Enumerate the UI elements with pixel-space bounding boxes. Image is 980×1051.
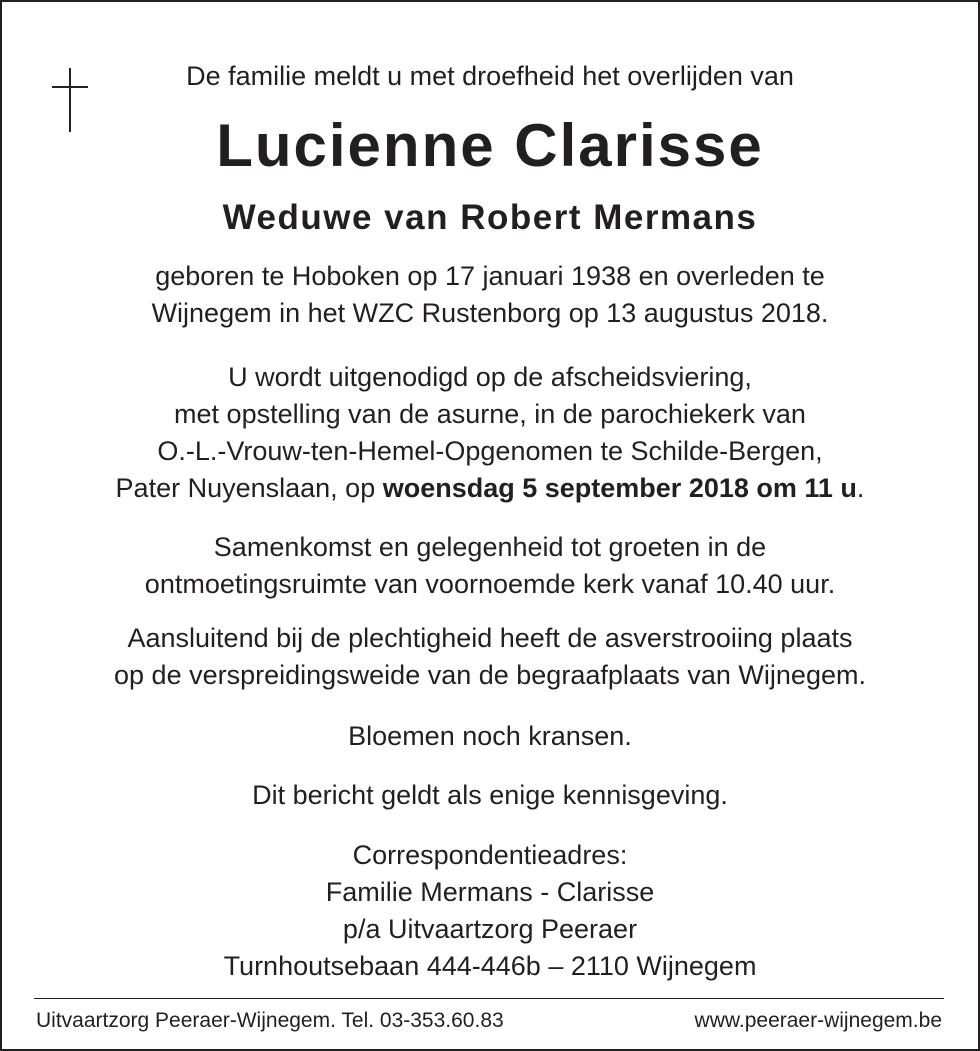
flowers-line: Bloemen noch kransen. (348, 721, 632, 751)
correspondence-heading: Correspondentieadres: (352, 840, 628, 870)
ceremony-line: U wordt uitgenodigd op de afscheidsviering, (228, 362, 752, 392)
ceremony-date-line (20, 470, 960, 507)
correspondence-block (20, 837, 960, 985)
correspondence-care-of: p/a Uitvaartzorg Peeraer (342, 914, 638, 944)
correspondence-family: Familie Mermans - Clarisse (325, 877, 655, 907)
footer-website: www.peeraer-wijnegem.be (694, 1009, 942, 1032)
ceremony-line: O.-L.-Vrouw-ten-Hemel-Opgenomen te Schilde-Bergen, (157, 436, 823, 466)
notice-only-line: Dit bericht geldt als enige kennisgeving. (252, 780, 728, 810)
ceremony-paragraph (20, 359, 960, 507)
birth-death-paragraph (20, 258, 960, 332)
footer-contact: Uitvaartzorg Peeraer-Wijnegem. Tel. 03-353.60.83 (36, 1009, 504, 1032)
intro-text: De familie meldt u met droefheid het overlijden van (186, 61, 794, 91)
scattering-line: Aansluitend bij de plechtigheid heeft de asverstrooiing plaats (127, 623, 853, 653)
gathering-paragraph (20, 529, 960, 603)
birth-death-line: Wijnegem in het WZC Rustenborg op 13 augustus 2018. (151, 298, 829, 328)
birth-death-line: geboren te Hoboken op 17 januari 1938 en overleden te (155, 261, 825, 291)
scattering-paragraph (20, 620, 960, 694)
ceremony-address: Pater Nuyenslaan, op (115, 473, 383, 503)
deceased-name: Lucienne Clarisse (216, 112, 764, 179)
ceremony-line: met opstelling van de asurne, in de parochiekerk van (174, 399, 806, 429)
gathering-line: ontmoetingsruimte van voornoemde kerk vanaf 10.40 uur. (144, 569, 836, 599)
scattering-line: op de verspreidingsweide van de begraafplaats van Wijnegem. (114, 660, 866, 690)
ceremony-date: woensdag 5 september 2018 om 11 u (382, 473, 857, 503)
widow-of-line: Weduwe van Robert Mermans (222, 198, 758, 237)
correspondence-address: Turnhoutsebaan 444-446b – 2110 Wijnegem (223, 951, 757, 981)
footer-divider (34, 998, 944, 999)
gathering-line: Samenkomst en gelegenheid tot groeten in de (213, 532, 767, 562)
ceremony-period: . (856, 473, 865, 503)
